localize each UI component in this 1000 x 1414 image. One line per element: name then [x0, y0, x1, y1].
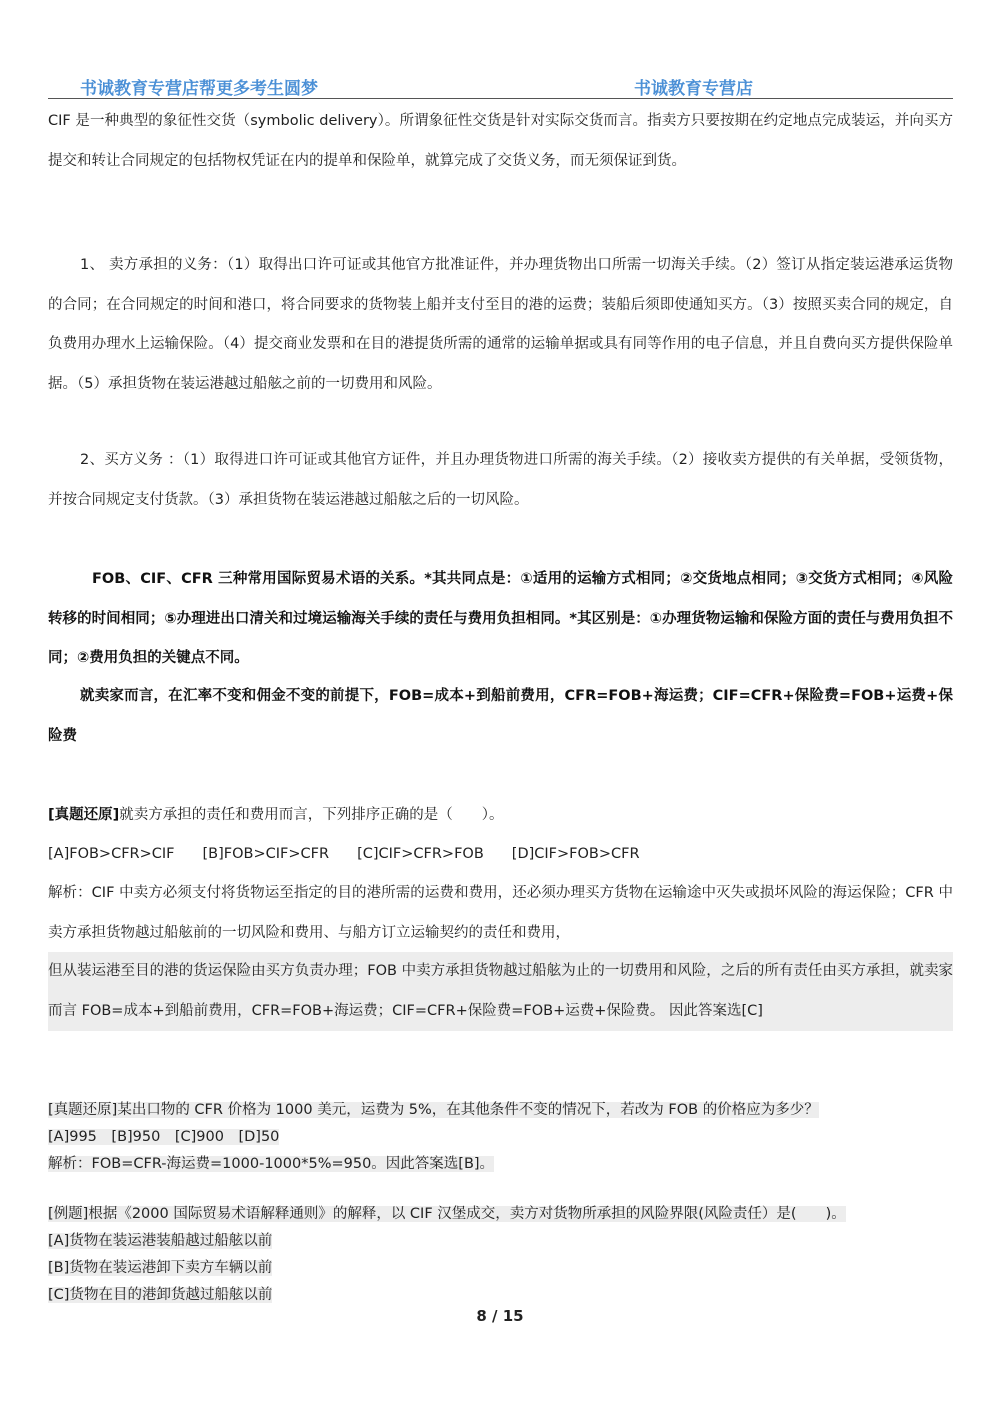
- question-1-option-a: [A]FOB>CFR>CIF: [48, 846, 175, 862]
- question-1-stem: 就卖方承担的责任和费用而言，下列排序正确的是（ ）。: [119, 807, 504, 823]
- relation-paragraph: FOB、CIF、CFR 三种常用国际贸易术语的关系。*其共同点是：①适用的运输方式相同；②交货地点相同；③交货方式相同；④风险转移的时间相同；⑤办理进出口清关和过境运输海关手续的责任与费用负担相同。*其区别是：①办理货物运输和保险方面的责任与费用负担不同；②费用负担的关键点不同。: [48, 571, 953, 666]
- question-3-stem: [例题]根据《2000 国际贸易术语解释通则》的解释，以 CIF 汉堡成交，卖方对货物所承担的风险界限(风险责任）是( )。: [48, 1206, 846, 1222]
- question-2-stem: [真题还原]某出口物的 CFR 价格为 1000 美元，运费为 5%，在其他条件不变的情况下，若改为 FOB 的价格应为多少？: [48, 1102, 819, 1118]
- intro-paragraph: CIF 是一种典型的象征性交货（symbolic delivery）。所谓象征性交货是针对实际交货而言。指卖方只要按期在约定地点完成装运，并向买方提交和转让合同规定的包括物权凭证在内的提单和保险单，就算完成了交货义务，而无须保证到货。: [48, 113, 953, 169]
- question-3-option-c: [C]货物在目的港卸货越过船舷以前: [48, 1287, 273, 1303]
- header-left-title: 书诚教育专营店帮更多考生圆梦: [80, 79, 318, 99]
- question-2: [48, 1097, 953, 1178]
- question-1-option-c: [C]CIF>CFR>FOB: [357, 846, 484, 862]
- page-total: 15: [502, 1307, 524, 1325]
- question-1: [48, 796, 953, 836]
- question-2-analysis: 解析：FOB=CFR-海运费=1000-1000*5%=950。因此答案选[B]。: [48, 1156, 495, 1172]
- question-1-option-d: [D]CIF>FOB>CFR: [511, 846, 640, 862]
- page-number: [0, 1307, 1000, 1325]
- question-1-tag: [真题还原]: [48, 807, 120, 823]
- formula-paragraph: 就卖家而言，在汇率不变和佣金不变的前提下，FOB=成本+到船前费用，CFR=FOB+海运费；CIF=CFR+保险费=FOB+运费+保险费: [48, 688, 953, 744]
- page-separator: /: [486, 1307, 503, 1325]
- question-1-options: [48, 835, 953, 875]
- page-current: 8: [476, 1307, 487, 1325]
- question-3-option-b: [B]货物在装运港卸下卖方车辆以前: [48, 1260, 273, 1276]
- header-right-title: 书诚教育专营店: [634, 79, 753, 99]
- question-1-analysis-part2: 但从装运港至目的港的货运保险由买方负责办理；FOB 中卖方承担货物越过船舷为止的一切费用和风险，之后的所有责任由买方承担，就卖家而言 FOB=成本+到船前费用，CFR=FOB+海运费；CIF=CFR+保险费=FOB+运费+保险费。 因此答案选[C]: [48, 952, 953, 1031]
- page-header: [48, 74, 953, 99]
- question-3-option-a: [A]货物在装运港装船越过船舷以前: [48, 1233, 273, 1249]
- seller-duties-paragraph: 1、 卖方承担的义务：（1）取得出口许可证或其他官方批准证件，并办理货物出口所需一切海关手续。（2）签订从指定装运港承运货物的合同；在合同规定的时间和港口，将合同要求的货物装上船并支付至目的港的运费；装船后须即使通知买方。（3）按照买卖合同的规定，自负费用办理水上运输保险。（4）提交商业发票和在目的港提货所需的通常的运输单据或具有同等作用的电子信息，并且自费向买方提供保险单据。（5）承担货物在装运港越过船舷之前的一切费用和风险。: [48, 257, 953, 392]
- buyer-duties-paragraph: 2、买方义务 ：（1）取得进口许可证或其他官方证件，并且办理货物进口所需的海关手续。（2）接收卖方提供的有关单据，受领货物，并按合同规定支付货款。（3）承担货物在装运港越过船舷之后的一切风险。: [48, 452, 953, 508]
- question-2-options: [A]995 [B]950 [C]900 [D]50: [48, 1129, 280, 1145]
- question-1-analysis-part1: 解析：CIF 中卖方必须支付将货物运至指定的目的港所需的运费和费用，还必须办理买方货物在运输途中灭失或损坏风险的海运保险；CFR 中卖方承担货物越过船舷前的一切风险和费用、与船方订立运输契约的责任和费用，: [48, 885, 953, 941]
- question-3: [48, 1201, 953, 1309]
- question-1-option-b: [B]FOB>CIF>CFR: [202, 846, 330, 862]
